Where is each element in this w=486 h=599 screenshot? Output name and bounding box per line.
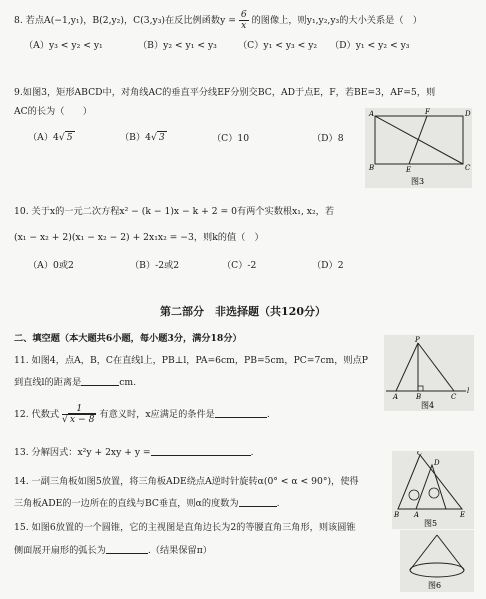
fig4-caption: 图4 — [421, 401, 435, 410]
fig3-label-f: F — [425, 108, 430, 116]
q8-fraction: $\frac{6}{x}$ — [240, 9, 247, 31]
q10-option-d: （D）2 — [312, 260, 344, 271]
q9-line1: 9.如图3，矩形ABCD中，对角线AC的垂直平分线EF分别交BC，AD于点E，F，若BE=3，AF=5，则 — [14, 87, 436, 98]
figure-5-diagram — [392, 451, 474, 529]
q15-answer-blank[interactable] — [106, 544, 148, 554]
fig3-caption: 图3 — [411, 177, 425, 186]
figure-3-diagram — [365, 108, 472, 188]
q12-line: 12. 代数式 $\frac{1}{√ x - 8}$ 有意义时，x应满足的条件是 . — [14, 403, 270, 425]
q9-line2: AC的长为（ ） — [14, 106, 92, 117]
figure-5 — [392, 451, 474, 529]
q9-option-b: （B）4√ 3 — [120, 132, 165, 143]
q8-option-d: （D）y₁ < y₂ < y₃ — [330, 40, 410, 51]
q11-line2: 到直线l的距离是 cm. — [14, 377, 137, 388]
q8-stem: 8. 若点A(−1,y₁)，B(2,y₂)，C(3,y₃)在反比例函数y = $\frac{6}{x}$ 的图像上，则y₁,y₂,y₃的大小关系是（ ） — [14, 9, 422, 31]
q10-option-a: （A）0或2 — [28, 260, 74, 271]
q9-option-c: （C）10 — [212, 133, 250, 144]
q10-line2: (x₁ − x₂ + 2)(x₁ − x₂ − 2) + 2x₁x₂ = −3，则k的值（ ） — [14, 232, 264, 243]
q9-option-d: （D）8 — [312, 133, 344, 144]
fig3-label-e: E — [406, 166, 412, 174]
fig4-label-a: A — [393, 393, 399, 401]
q8-option-a: （A）y₃ < y₂ < y₁ — [24, 40, 103, 51]
fig6-caption: 图6 — [428, 581, 442, 590]
q8-option-b: （B）y₂ < y₁ < y₃ — [138, 40, 217, 51]
figure-4 — [384, 335, 474, 411]
q9-option-a: （A）4√ 5 — [28, 132, 73, 143]
q14-answer-blank[interactable] — [239, 497, 277, 507]
q14-line2: 三角板ADE的一边所在的直线与BC垂直，则α的度数为 . — [14, 498, 280, 509]
q8-option-c: （C）y₁ < y₃ < y₂ — [238, 40, 318, 51]
q10-option-b: （B）-2或2 — [130, 260, 180, 271]
q11-answer-blank[interactable] — [81, 376, 119, 386]
fig5-label-a: A — [414, 511, 420, 519]
fig5-label-e: E — [460, 511, 466, 519]
q13-line: 13. 分解因式：x²y + 2xy + y = . — [14, 447, 254, 458]
fig3-label-b: B — [369, 164, 375, 172]
figure-6-diagram — [400, 530, 474, 592]
fig3-label-d: D — [465, 110, 471, 118]
fig4-label-p: P — [415, 336, 420, 344]
fig3-label-a: A — [369, 110, 375, 118]
fig4-label-l: l — [467, 387, 470, 395]
part2-heading: 二、填空题（本大题共6小题，每小题3分，满分18分） — [14, 333, 242, 344]
q14-line1: 14. 一副三角板如图5放置，将三角板ADE绕点A逆时针旋转α(0° < α < 90°)，使得 — [14, 476, 359, 487]
q11-line1: 11. 如图4，点A，B，C在直线l上，PB⊥l，PA=6cm，PB=5cm，PC=7cm，则点P — [14, 355, 368, 366]
part2-title: 第二部分 非选择题（共120分） — [160, 305, 326, 318]
fig5-label-b: B — [394, 511, 400, 519]
fig3-label-c: C — [465, 164, 471, 172]
q12-fraction: $\frac{1}{√ x - 8}$ — [62, 403, 95, 425]
q10-line1: 10. 关于x的一元二次方程x² − (k − 1)x − k + 2 = 0有两个实数根x₁, x₂，若 — [14, 206, 335, 217]
fig4-label-c: C — [451, 393, 457, 401]
figure-4-diagram — [384, 335, 474, 411]
q12-answer-blank[interactable] — [215, 408, 267, 418]
fig5-label-d: D — [434, 459, 440, 467]
q15-line2: 侧面展开扇形的弧长为 .（结果保留π） — [14, 545, 212, 556]
q10-option-c: （C）-2 — [222, 260, 257, 271]
figure-3 — [365, 108, 472, 188]
fig5-caption: 图5 — [424, 519, 438, 528]
q13-answer-blank[interactable] — [151, 446, 251, 456]
q15-line1: 15. 如图6放置的一个圆锥，它的主视图是直角边长为2的等腰直角三角形，则该圆锥 — [14, 522, 356, 533]
figure-6 — [400, 530, 474, 592]
fig4-label-b: B — [416, 393, 422, 401]
fig5-label-c: C — [417, 451, 423, 457]
